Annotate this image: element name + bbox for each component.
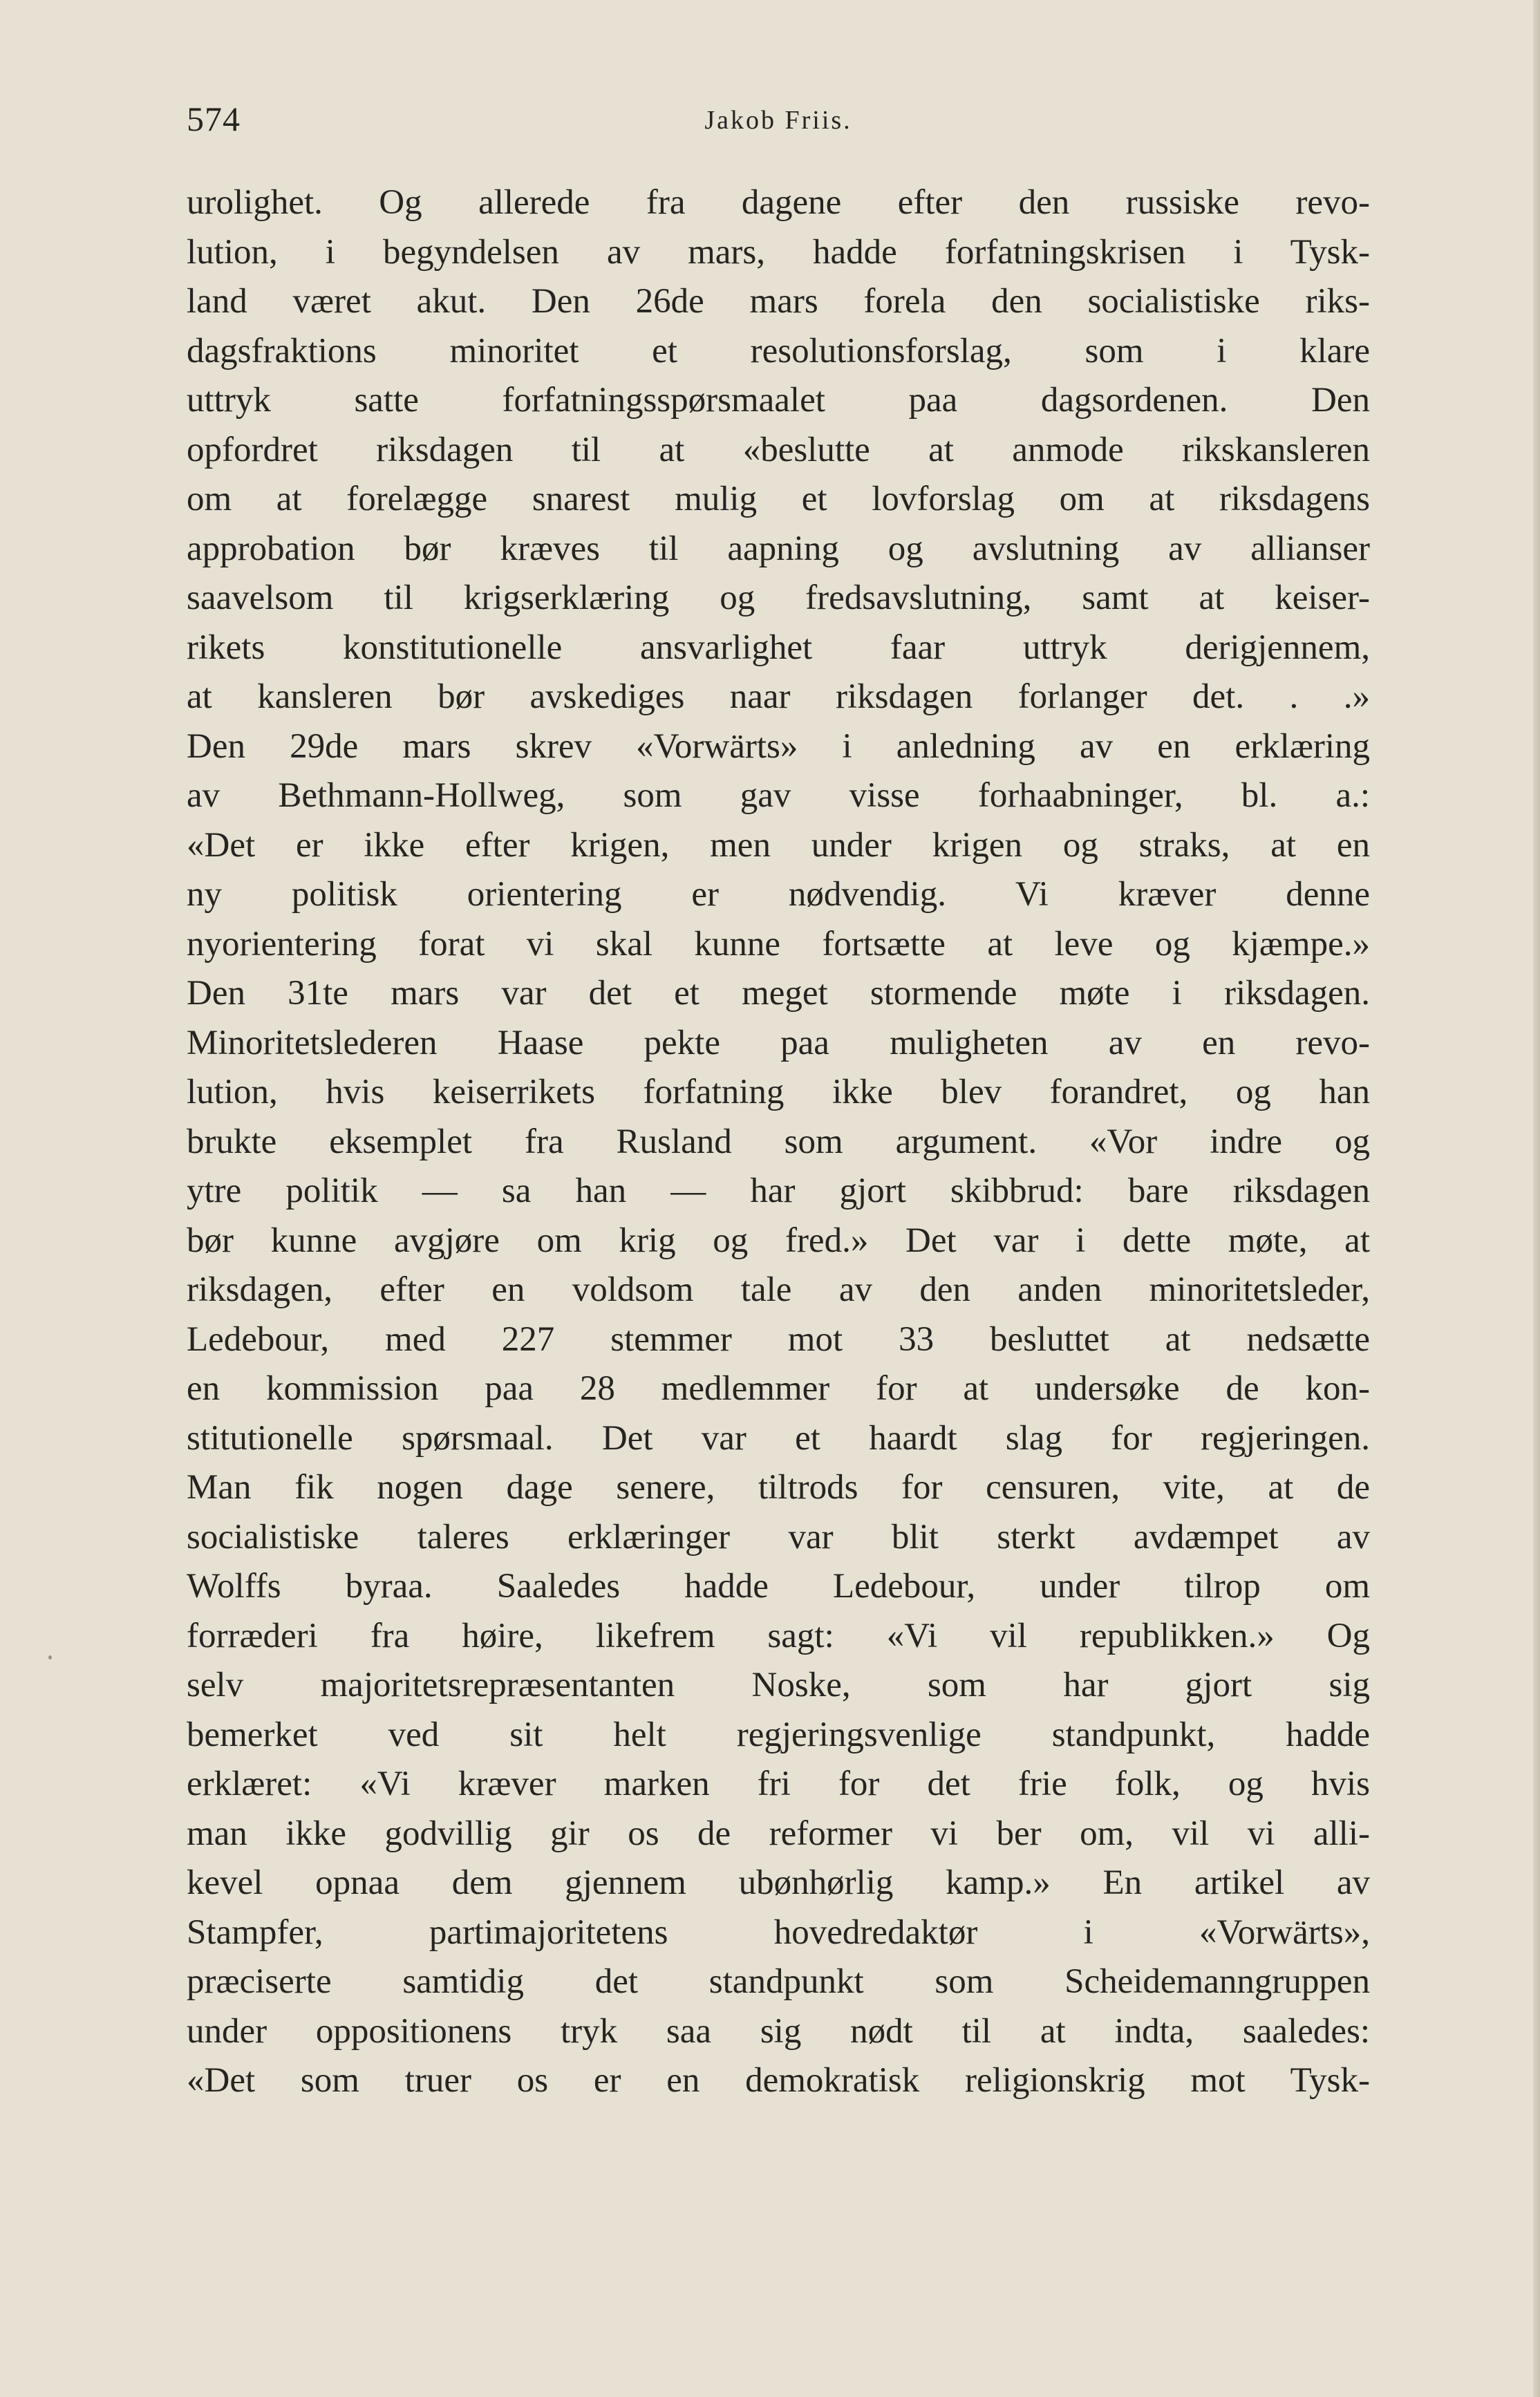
text-line: præciserte samtidig det standpunkt som Scheidemanngruppen <box>187 1962 1370 2001</box>
text-line: kevel opnaa dem gjennem ubønhørlig kamp.» En artikel av <box>187 1863 1370 1902</box>
text-line: brukte eksemplet fra Rusland som argument. «Vor indre og <box>187 1122 1370 1161</box>
text-line: man ikke godvillig gir os de reformer vi ber om, vil vi alli- <box>187 1814 1370 1853</box>
page-number: 574 <box>187 100 241 138</box>
text-line: at kansleren bør avskediges naar riksdagen forlanger det. . .» <box>187 677 1370 716</box>
text-line: rikets konstitutionelle ansvarlighet faar uttryk derigjennem, <box>187 628 1370 667</box>
text-line: «Det som truer os er en demokratisk religionskrig mot Tysk- <box>187 2061 1370 2100</box>
text-line: approbation bør kræves til aapning og avslutning av allianser <box>187 529 1370 568</box>
text-line: lution, hvis keiserrikets forfatning ikke blev forandret, og han <box>187 1073 1370 1111</box>
running-head: Jakob Friis. <box>704 106 852 135</box>
text-line: lution, i begyndelsen av mars, hadde forfatningskrisen i Tysk- <box>187 232 1370 272</box>
text-line: urolighet. Og allerede fra dagene efter den russiske revo- <box>187 183 1370 222</box>
text-line: stitutionelle spørsmaal. Det var et haardt slag for regjeringen. <box>187 1418 1370 1458</box>
text-line: saavelsom til krigserklæring og fredsavslutning, samt at keiser- <box>187 579 1370 617</box>
text-line: Man fik nogen dage senere, tiltrods for censuren, vite, at de <box>187 1468 1370 1507</box>
text-line: Den 31te mars var det et meget stormende møte i riksdagen. <box>187 974 1370 1013</box>
text-line: av Bethmann-Hollweg, som gav visse forhaabninger, bl. a.: <box>187 776 1370 815</box>
text-line: nyorientering forat vi skal kunne fortsætte at leve og kjæmpe.» <box>187 924 1370 964</box>
page-edge-shadow <box>1533 0 1540 2397</box>
text-line: opfordret riksdagen til at «beslutte at anmode rikskansleren <box>187 430 1370 469</box>
text-line: ytre politik — sa han — har gjort skibbrud: bare riksdagen <box>187 1172 1370 1210</box>
text-line: selv majoritetsrepræsentanten Noske, som har gjort sig <box>187 1666 1370 1704</box>
text-line: Stampfer, partimajoritetens hovedredaktør i «Vorwärts», <box>187 1912 1370 1952</box>
text-line: om at forelægge snarest mulig et lovforslag om at riksdagens <box>187 480 1370 518</box>
text-line: «Det er ikke efter krigen, men under krigen og straks, at en <box>187 825 1370 865</box>
text-line: forræderi fra høire, likefrem sagt: «Vi vil republikken.» Og <box>187 1616 1370 1655</box>
page-header <box>187 97 1370 141</box>
text-line: erklæret: «Vi kræver marken fri for det frie folk, og hvis <box>187 1765 1370 1803</box>
text-line: bør kunne avgjøre om krig og fred.» Det var i dette møte, at <box>187 1221 1370 1260</box>
text-line: Ledebour, med 227 stemmer mot 33 besluttet at nedsætte <box>187 1319 1370 1359</box>
text-line: ny politisk orientering er nødvendig. Vi kræver denne <box>187 875 1370 914</box>
text-line: uttryk satte forfatningsspørsmaalet paa dagsordenen. Den <box>187 381 1370 420</box>
text-line: dagsfraktions minoritet et resolutionsforslag, som i klare <box>187 331 1370 370</box>
text-line: Wolffs byraa. Saaledes hadde Ledebour, under tilrop om <box>187 1567 1370 1606</box>
text-line: land været akut. Den 26de mars forela den socialistiske riks- <box>187 282 1370 321</box>
text-line: bemerket ved sit helt regjeringsvenlige standpunkt, hadde <box>187 1715 1370 1754</box>
paper-speck <box>48 1655 52 1660</box>
text-line: under oppositionens tryk saa sig nødt til at indta, saaledes: <box>187 2011 1370 2051</box>
text-line: socialistiske taleres erklæringer var blit sterkt avdæmpet av <box>187 1517 1370 1557</box>
text-line: Den 29de mars skrev «Vorwärts» i anledning av en erklæring <box>187 726 1370 766</box>
text-line: Minoritetslederen Haase pekte paa muligheten av en revo- <box>187 1023 1370 1062</box>
body-text <box>187 178 1370 2106</box>
text-line: en kommission paa 28 medlemmer for at undersøke de kon- <box>187 1369 1370 1408</box>
text-line: riksdagen, efter en voldsom tale av den anden minoritetsleder, <box>187 1270 1370 1309</box>
